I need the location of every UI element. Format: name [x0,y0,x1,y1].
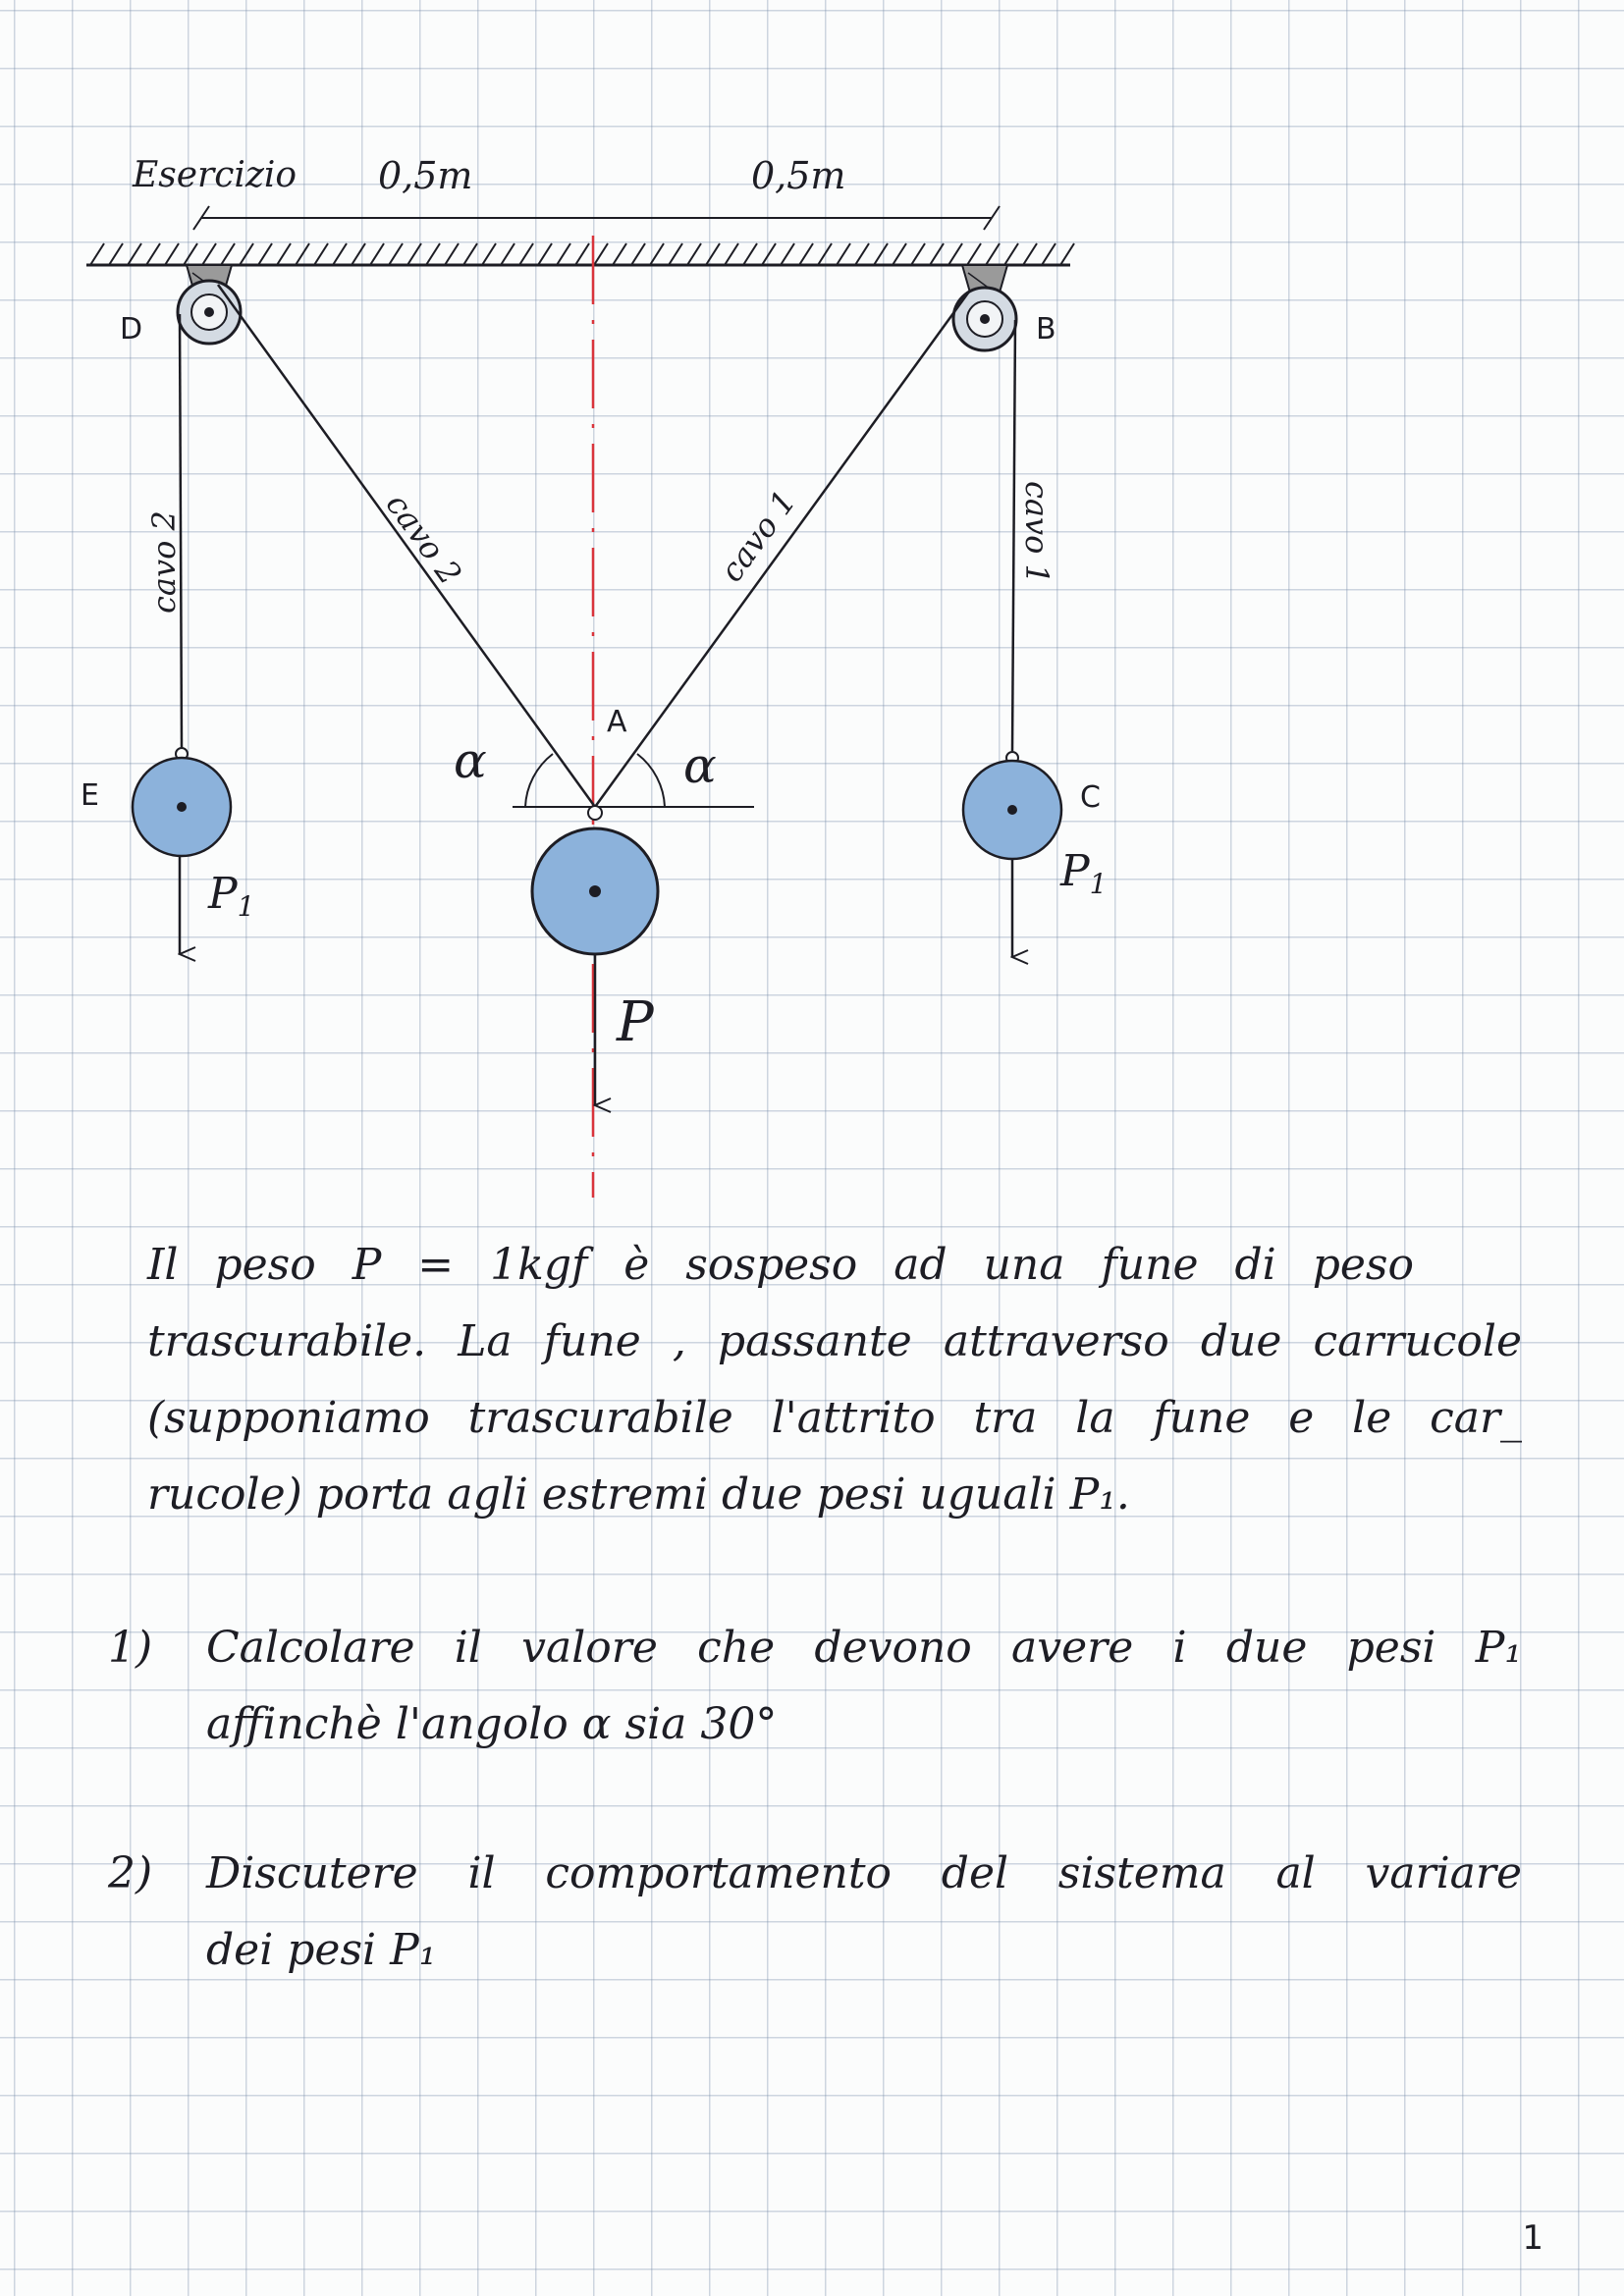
cable-label-right-diagonal: cavo 1 [712,483,804,589]
span-right-label: 0,5m [751,154,846,197]
point-label-b: B [1036,312,1056,347]
question-1 [108,1610,1522,1763]
point-label-e: E [81,778,99,813]
cable-label-left-diagonal: cavo 2 [378,486,469,592]
cable-right-diagonal [595,292,969,807]
weight-p-center [532,828,658,1105]
statement-line: Il peso P = 1kgf è sospeso ad una fune di peso [147,1240,1414,1290]
angle-label-right: α [683,737,717,794]
question-line: dei pesi P₁ [206,1925,437,1975]
problem-statement [147,1227,1522,1533]
exercise-label: Esercizio [133,155,298,195]
question-line: Discutere il comportamento del sistema al variare [206,1848,1522,1898]
question-2 [108,1836,1522,1989]
question-line: affinchè l'angolo α sia 30° [206,1699,778,1749]
cable-right-vertical [1012,320,1015,751]
pulley-d [178,281,241,344]
weight-label-left: P1 [208,869,255,923]
angle-arc-right [637,754,665,807]
page-number: 1 [1522,2218,1543,2258]
statement-line: rucole) porta agli estremi due pesi uguali P₁. [147,1469,1130,1520]
question-number: 1) [108,1623,153,1673]
weight-label-center: P [617,990,654,1054]
dimension-line [193,206,1000,230]
point-label-a: A [607,705,627,739]
question-number: 2) [108,1848,153,1898]
angle-arc-left [525,754,553,807]
statement-line: trascurabile. La fune , passante attraverso due carrucole [147,1316,1522,1366]
ceiling [86,243,1074,265]
pulley-b [953,288,1016,350]
weight-p1-left [133,748,231,954]
weight-label-right: P1 [1060,846,1108,900]
hook-a [588,806,602,820]
weight-p1-right [963,752,1061,957]
statement-line: (supponiamo trascurabile l'attrito tra la fune e le car_ [147,1393,1522,1443]
point-label-d: D [120,312,143,347]
cable-label-right-vertical: cavo 1 [1018,481,1056,584]
question-line: Calcolare il valore che devono avere i due pesi P₁ [206,1623,1522,1673]
angle-label-left: α [454,732,487,789]
point-label-c: C [1080,780,1101,815]
cable-label-left-vertical: cavo 2 [145,510,183,614]
span-left-label: 0,5m [378,154,473,197]
